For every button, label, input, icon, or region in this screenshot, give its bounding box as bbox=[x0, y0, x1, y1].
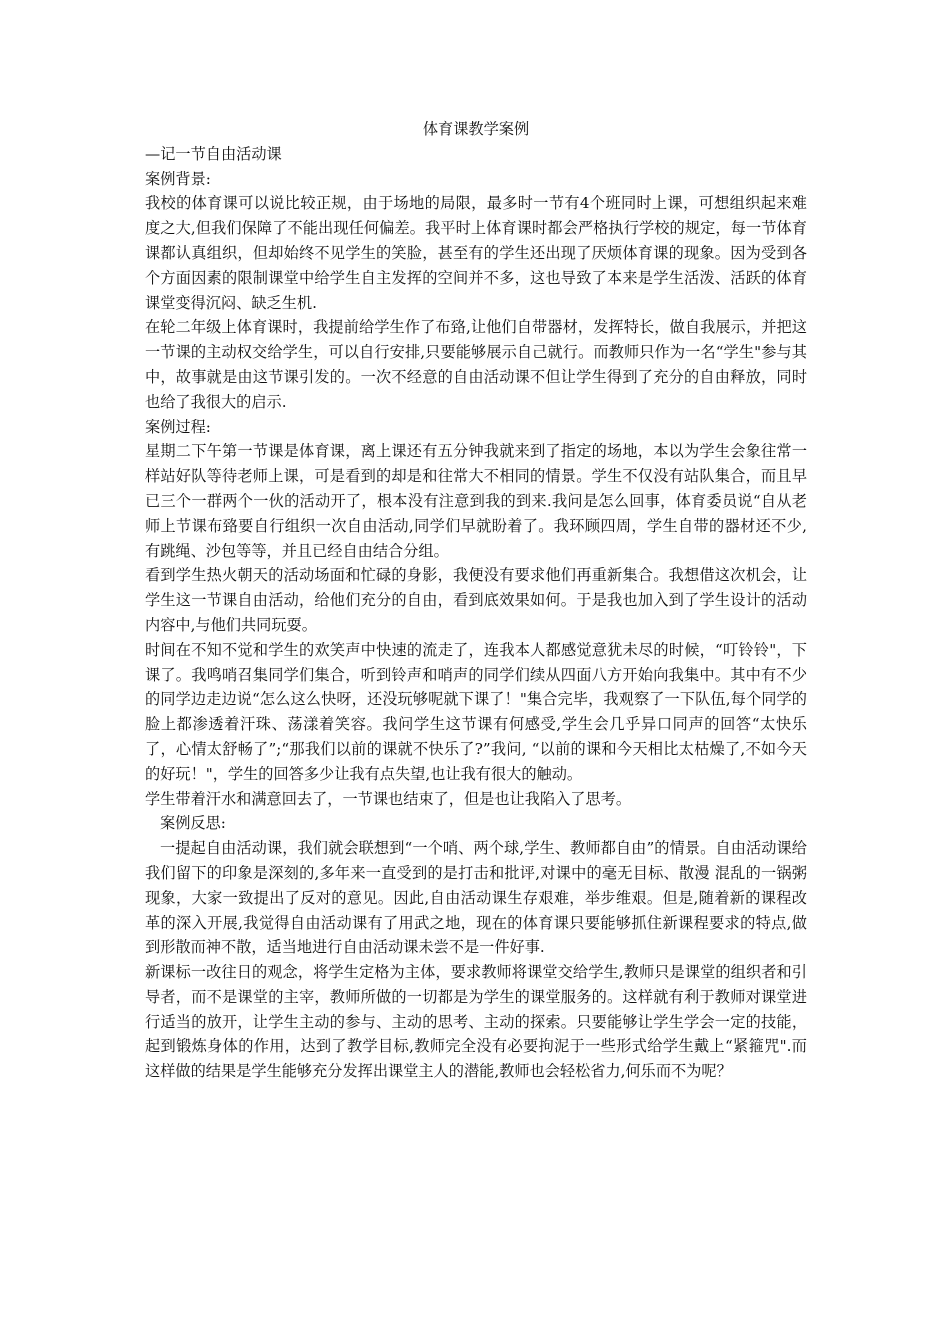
reflection-paragraph-2: 新课标一改往日的观念，将学生定格为主体，要求教师将课堂交给学生,教师只是课堂的组织者和引导者，而不是课堂的主宰，教师所做的一切都是为学生的课堂服务的。这样就有利于教师对课堂进行适当的放开，让学生主动的参与、主动的思考、主动的探索。只要能够让学生学会一定的技能，起到锻炼身体的作用，达到了教学目标,教师完全没有必要拘泥于一些形式给学生戴上“紧箍咒".而这样做的结果是学生能够充分发挥出课堂主人的潜能,教师也会轻松省力,何乐而不为呢？ bbox=[145, 963, 807, 1081]
document-title: 体育课教学案例 bbox=[422, 120, 530, 138]
process-paragraph-4: 学生带着汗水和满意回去了，一节课也结束了，但是也让我陷入了思考。 bbox=[145, 789, 631, 808]
section-heading-background: 案例背景: bbox=[145, 169, 211, 188]
section-heading-process: 案例过程: bbox=[145, 417, 211, 436]
background-paragraph-1: 我校的体育课可以说比较正规，由于场地的局限，最多时一节有4个班同时上课，可想组织起来难度之大,但我们保障了不能出现任何偏差。我平时上体育课时都会严格执行学校的规定，每一节体育课都认真组织，但却始终不见学生的笑脸，甚至有的学生还出现了厌烦体育课的现象。因为受到各个方面因素的限制课堂中给学生自主发挥的空间并不多，这也导致了本来是学生活泼、活跃的体育课堂变得沉闷、缺乏生机. bbox=[145, 194, 807, 312]
document-body bbox=[145, 117, 807, 1084]
process-paragraph-1: 星期二下午第一节课是体育课，离上课还有五分钟我就来到了指定的场地，本以为学生会象往常一样站好队等待老师上课，可是看到的却是和往常大不相同的情景。学生不仅没有站队集合，而且早已三个一群两个一伙的活动开了，根本没有注意到我的到来.我问是怎么回事，体育委员说“自从老师上节课布臵要自行组织一次自由活动,同学们早就盼着了。我环顾四周，学生自带的器材还不少,有跳绳、沙包等等，并且已经自由结合分组。 bbox=[145, 442, 807, 560]
document-subtitle: —记一节自由活动课 bbox=[145, 144, 282, 163]
section-heading-reflection: 案例反思: bbox=[160, 814, 226, 833]
background-paragraph-2: 在轮二年级上体育课时，我提前给学生作了布臵,让他们自带器材，发挥特长，做自我展示，并把这一节课的主动权交给学生，可以自行安排,只要能够展示自己就行。而教师只作为一名“学生"参与其中，故事就是由这节课引发的。一次不经意的自由活动课不但让学生得到了充分的自由释放，同时也给了我很大的启示. bbox=[145, 318, 807, 411]
reflection-paragraph-1: 一提起自由活动课，我们就会联想到“一个哨、两个球,学生、教师都自由”的情景。自由活动课给我们留下的印象是深刻的,多年来一直受到的是打击和批评,对课中的毫无目标、散漫 混乱的一锅粥现象，大家一致提出了反对的意见。因此,自由活动课生存艰难，举步维艰。但是,随着新的课程改革的深入开展,我觉得自由活动课有了用武之地，现在的体育课只要能够抓住新课程要求的特点,做到形散而神不散，适当地进行自由活动课未尝不是一件好事. bbox=[145, 839, 807, 957]
process-paragraph-2: 看到学生热火朝天的活动场面和忙碌的身影，我便没有要求他们再重新集合。我想借这次机会，让学生这一节课自由活动，给他们充分的自由，看到底效果如何。于是我也加入到了学生设计的活动内容中,与他们共同玩耍。 bbox=[145, 566, 807, 634]
process-paragraph-3: 时间在不知不觉和学生的欢笑声中快速的流走了，连我本人都感觉意犹未尽的时候，“叮铃铃"，下课了。我鸣哨召集同学们集合，听到铃声和哨声的同学们续从四面八方开始向我集中。其中有不少的同学边走边说“怎么这么快呀，还没玩够呢就下课了！"集合完毕，我观察了一下队伍,每个同学的脸上都渗透着汗珠、荡漾着笑容。我问学生这节课有何感受,学生会几乎异口同声的回答“太快乐了，心情太舒畅了”;“那我们以前的课就不快乐了?”我问, “以前的课和今天相比太枯燥了,不如今天的好玩！"，学生的回答多少让我有点失望,也让我有很大的触动。 bbox=[145, 640, 807, 783]
